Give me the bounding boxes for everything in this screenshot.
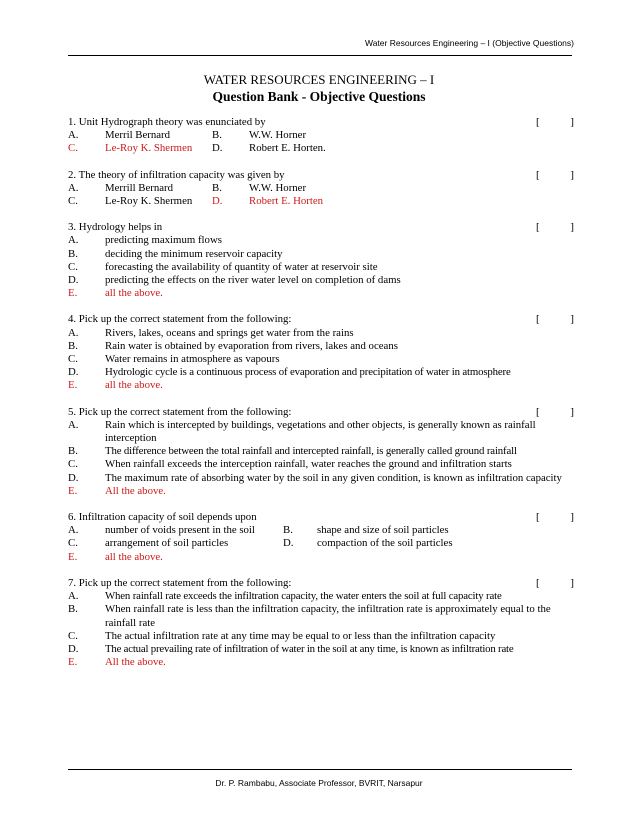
option-row [68, 340, 574, 353]
correct-option-text: All the above. [105, 656, 166, 669]
option-row [68, 445, 574, 458]
option-row [68, 524, 574, 537]
option-letter: B. [283, 524, 293, 537]
question-3 [68, 221, 574, 300]
option-letter: C. [68, 537, 78, 550]
option-letter: B. [68, 247, 78, 260]
correct-option-text: Robert E. Horten [249, 195, 324, 208]
option-letter: A. [68, 590, 79, 603]
option-text: The actual infiltration rate at any time may be equal to or less than the infiltration capacity [105, 629, 496, 642]
option-text: number of voids present in the soil [105, 524, 255, 537]
running-header: Water Resources Engineering – I (Objective Questions) [365, 38, 574, 48]
option-row [68, 472, 574, 485]
correct-option-letter: E. [68, 287, 78, 300]
option-letter: C. [68, 353, 78, 366]
option-row [68, 419, 574, 445]
correct-option-text: all the above. [105, 287, 163, 300]
option-row [68, 261, 574, 274]
question-stem-row: 7. Pick up the correct statement from the following: [ ] [68, 576, 574, 589]
correct-option-row [68, 485, 574, 498]
option-text: When rainfall rate exceeds the infiltration capacity, the water enters the soil at full capacity rate [105, 590, 502, 603]
option-row [68, 142, 574, 155]
option-letter: D. [68, 642, 79, 655]
question-2 [68, 169, 574, 209]
question-1 [68, 116, 574, 156]
question-stem-row: 1. Unit Hydrograph theory was enunciated by [ ] [68, 116, 574, 128]
option-text: Merril Bernard [105, 129, 171, 142]
option-letter: B. [212, 129, 222, 142]
option-text: Water remains in atmosphere as vapours [105, 353, 280, 366]
option-text: deciding the minimum reservoir capacity [105, 247, 283, 260]
option-text: Le-Roy K. Shermen [105, 195, 193, 208]
option-text: W.W. Horner [249, 181, 307, 194]
option-text: The actual prevailing rate of infiltration of water in the soil at any time, is known as infiltration rate [105, 642, 514, 655]
question-stem: 1. Unit Hydrograph theory was enunciated by [68, 116, 266, 128]
option-letter: B. [68, 339, 78, 352]
option-text: predicting maximum flows [105, 234, 222, 247]
option-row [68, 537, 574, 550]
option-text: Merrill Bernard [105, 181, 174, 194]
option-letter: B. [68, 445, 78, 458]
question-4 [68, 313, 574, 392]
option-text: arrangement of soil particles [105, 537, 229, 550]
page-footer: Dr. P. Rambabu, Associate Professor, BVRIT, Narsapur [215, 778, 423, 788]
option-letter: D. [68, 366, 79, 379]
correct-option-letter: E. [68, 656, 78, 669]
question-stem: 7. Pick up the correct statement from the following: [68, 576, 292, 589]
option-letter: A. [68, 418, 79, 431]
question-stem-row: 6. Infiltration capacity of soil depends upon [ ] [68, 511, 574, 524]
option-letter: A. [68, 129, 79, 142]
option-row [68, 129, 574, 142]
option-letter: A. [68, 234, 79, 247]
question-stem: 2. The theory of infiltration capacity was given by [68, 168, 285, 181]
question-5 [68, 406, 574, 498]
option-row [68, 195, 574, 208]
question-stem: 3. Hydrology helps in [68, 221, 163, 234]
correct-option-row [68, 656, 574, 669]
correct-option-letter: D. [212, 195, 223, 208]
question-7 [68, 577, 574, 669]
correct-option-row [68, 551, 574, 564]
correct-option-text: all the above. [105, 379, 163, 392]
correct-option-text: all the above. [105, 550, 163, 563]
question-stem-row: 4. Pick up the correct statement from the following: [ ] [68, 313, 574, 326]
option-text: shape and size of soil particles [317, 524, 449, 537]
option-letter: B. [68, 603, 78, 616]
option-letter: C. [68, 195, 78, 208]
question-stem-row: 5. Pick up the correct statement from the following: [ ] [68, 405, 574, 418]
option-row [68, 590, 574, 603]
option-text: Rivers, lakes, oceans and springs get water from the rains [105, 326, 354, 339]
correct-option-text: Le-Roy K. Shermen [105, 142, 193, 155]
option-row [68, 643, 574, 656]
question-stem: 5. Pick up the correct statement from the following: [68, 405, 292, 418]
option-letter: D. [68, 274, 79, 287]
question-stem-row: 2. The theory of infiltration capacity was given by [ ] [68, 168, 574, 181]
option-row [68, 182, 574, 195]
header-rule [68, 55, 572, 56]
correct-option-letter: E. [68, 379, 78, 392]
option-letter: C. [68, 458, 78, 471]
option-text: Rain water is obtained by evaporation from rivers, lakes and oceans [105, 339, 398, 352]
option-letter: D. [212, 142, 223, 155]
option-letter: C. [68, 260, 78, 273]
option-text: Rain which is intercepted by buildings, vegetations and other objects, is generally known as rainfall interception [105, 418, 536, 445]
option-text: forecasting the availability of quantity of water at reservoir site [105, 260, 378, 273]
option-letter: B. [212, 181, 222, 194]
option-letter: A. [68, 181, 79, 194]
correct-option-letter: C. [68, 142, 78, 155]
option-text: The maximum rate of absorbing water by the soil in any given condition, is known as infiltration capacity [105, 471, 562, 484]
option-letter: A. [68, 524, 79, 537]
option-row [68, 274, 574, 287]
question-list [68, 116, 574, 682]
correct-option-text: All the above. [105, 484, 166, 497]
document-title: WATER RESOURCES ENGINEERING – I [203, 72, 435, 87]
option-row [68, 327, 574, 340]
correct-option-letter: E. [68, 550, 78, 563]
question-stem: 4. Pick up the correct statement from the following: [68, 313, 292, 326]
option-row [68, 630, 574, 643]
correct-option-letter: E. [68, 484, 78, 497]
option-letter: A. [68, 326, 79, 339]
option-text: compaction of the soil particles [317, 537, 453, 550]
option-text: Hydrologic cycle is a continuous process of evaporation and precipitation of water in atmosphere [105, 366, 511, 379]
question-stem-row: 3. Hydrology helps in [ ] [68, 221, 574, 234]
option-letter: D. [68, 471, 79, 484]
option-row [68, 234, 574, 247]
option-letter: C. [68, 629, 78, 642]
option-row [68, 248, 574, 261]
question-stem: 6. Infiltration capacity of soil depends upon [68, 511, 257, 524]
option-text: When rainfall exceeds the interception rainfall, water reaches the ground and infiltration starts [105, 458, 512, 471]
footer-rule [68, 769, 572, 770]
option-text: predicting the effects on the river water level on completion of dams [105, 274, 401, 287]
option-text: The difference between the total rainfall and intercepted rainfall, is generally called ground rainfall [105, 445, 517, 458]
option-text: Robert E. Horten. [249, 142, 326, 155]
option-row [68, 458, 574, 471]
correct-option-row [68, 287, 574, 300]
question-6 [68, 511, 574, 564]
option-row [68, 603, 574, 629]
option-text: W.W. Horner [249, 129, 307, 142]
correct-option-row [68, 379, 574, 392]
document-subtitle: Question Bank - Objective Questions [212, 89, 426, 104]
option-text: When rainfall rate is less than the infiltration capacity, the infiltration rate is approximately equal to the rainfall rate [105, 603, 551, 629]
option-letter: D. [283, 537, 294, 550]
option-row [68, 353, 574, 366]
option-row [68, 366, 574, 379]
